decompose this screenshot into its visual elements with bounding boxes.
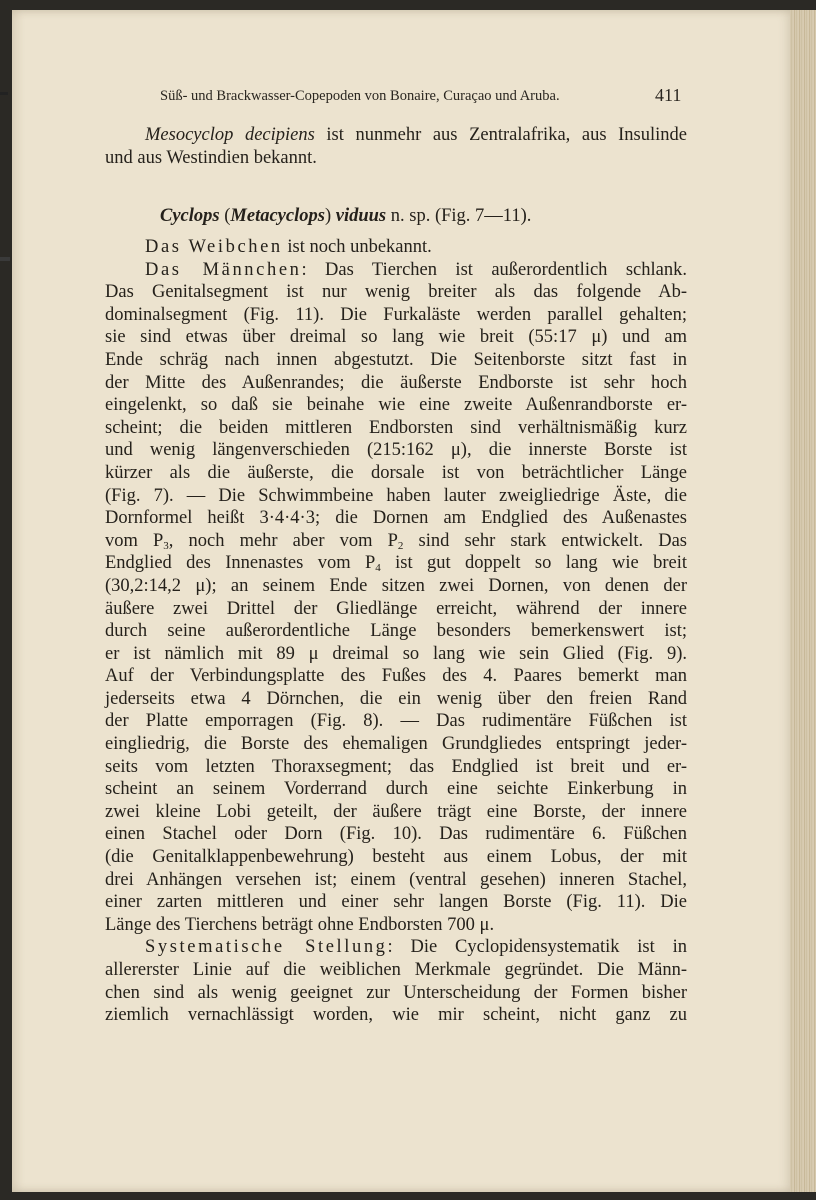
species-heading <box>160 206 531 227</box>
species-name: Mesocyclop decipiens <box>145 125 315 145</box>
text-line <box>105 530 687 553</box>
text-line: (30,2:14,2 μ); an seinem Ende sitzen zwei Dornen, von denen der <box>105 575 687 596</box>
text-line: scheint; die beiden mittleren Endborsten sind verhältnismäßig kurz <box>105 417 687 438</box>
margin-mark <box>0 257 10 261</box>
text-line: der Mitte des Außenrandes; die äußerste Endborste ist sehr hoch <box>105 372 687 393</box>
text-line <box>105 936 687 959</box>
intro-paragraph <box>105 124 687 169</box>
text-line: einen Stachel oder Dorn (Fig. 10). Das rudimentäre 6. Füßchen <box>105 824 687 845</box>
text-line: chen sind als wenig geeignet zur Unterscheidung der Formen bisher <box>105 982 687 1003</box>
text-line: Dornformel heißt 3·4·4·3; die Dornen am Endglied des Außenastes <box>105 508 687 529</box>
page-edges <box>790 10 816 1192</box>
spaced-label: Das Männchen <box>145 259 302 280</box>
text-span: ) <box>324 206 336 226</box>
description-body <box>105 236 687 1027</box>
text-line: (Fig. 7). — Die Schwimmbeine haben lauter zweigliedrige Äste, die <box>105 485 687 506</box>
text-line: sie sind etwas über dreimal so lang wie breit (55:17 μ) und am <box>105 327 687 348</box>
text-line: und wenig längenverschieden (215:162 μ), die innerste Borste ist <box>105 440 687 461</box>
spaced-label: Das Weibchen <box>145 237 283 257</box>
text-line: Das Genitalsegment ist nur wenig breiter als das folgende Ab- <box>105 282 687 303</box>
text-span: ist noch unbekannt. <box>282 237 432 257</box>
text-span: ( <box>219 206 231 226</box>
text-span: ist gut doppelt so lang wie breit <box>380 553 687 574</box>
text-line: (die Genitalklappenbewehrung) besteht aus einem Lobus, der mit <box>105 847 687 868</box>
text-line: der Platte emporragen (Fig. 8). — Das rudimentäre Füßchen ist <box>105 711 687 732</box>
text-span: : Das Tierchen ist außerordentlich schlank. <box>301 259 687 280</box>
text-line: allererster Linie auf die weiblichen Merkmale gegründet. Die Männ- <box>105 960 687 980</box>
text-line: kürzer als die äußerste, die dorsale ist von beträchtlicher Länge <box>105 462 687 483</box>
text-span: ist nunmehr aus Zentralafrika, aus Insulinde <box>314 125 687 145</box>
text-line <box>105 259 687 282</box>
subscript: 4 <box>375 562 381 575</box>
text-line: scheint an seinem Vorderrand durch eine seichte Einkerbung in <box>105 779 687 800</box>
text-line: jederseits etwa 4 Dörnchen, die ein wenig über den freien Rand <box>105 688 687 709</box>
text-line: Länge des Tierchens beträgt ohne Endborsten 700 μ. <box>105 914 495 935</box>
text-span: , noch mehr aber vom P <box>168 530 398 551</box>
text-line: drei Anhängen versehen ist; einem (ventral gesehen) inneren Stachel, <box>105 869 687 890</box>
text-line <box>105 124 687 147</box>
text-span: n. sp. (Fig. 7—11). <box>386 206 532 226</box>
text-line: ziemlich vernachlässigt worden, wie mir scheint, nicht ganz zu <box>105 1005 687 1026</box>
text-line: einer zarten mittleren und einer sehr langen Borste (Fig. 11). Die <box>105 892 687 913</box>
text-line: eingelenkt, so daß sie beinahe wie eine zweite Außenrandborste er- <box>105 395 687 416</box>
subscript: 2 <box>397 539 404 552</box>
text-line: eingliedrig, die Borste des ehemaligen Grundgliedes entspringt jeder- <box>105 734 687 755</box>
text-line: Ende schräg nach innen abgestutzt. Die Seitenborste sitzt fast in <box>105 349 687 370</box>
text-line <box>105 552 687 575</box>
female-paragraph <box>105 236 687 259</box>
subgenus-name: Metacyclops <box>230 206 325 226</box>
spaced-label: Systematische Stellung <box>145 937 388 958</box>
text-line: und aus Westindien bekannt. <box>105 147 317 168</box>
margin-mark <box>0 92 8 95</box>
species-epithet: viduus <box>335 206 387 226</box>
subscript: 3 <box>163 539 169 552</box>
running-head: Süß- und Brackwasser-Copepoden von Bonaire, Curaçao und Aruba. <box>160 88 560 104</box>
text-line: dominalsegment (Fig. 11). Die Furkaläste werden parallel gehalten; <box>105 304 687 325</box>
text-line: durch seine außerordentliche Länge besonders bemerkenswert ist; <box>105 621 687 642</box>
text-span: sind sehr stark entwickelt. Das <box>403 530 687 551</box>
page-number: 411 <box>655 85 682 105</box>
text-span: : Die Cyclopidensystematik ist in <box>387 937 687 958</box>
text-line: zwei kleine Lobi geteilt, der äußere trägt eine Borste, der innere <box>105 801 687 822</box>
text-line: äußere zwei Drittel der Gliedlänge erreicht, während der innere <box>105 598 687 619</box>
genus-name: Cyclops <box>160 206 220 226</box>
text-line: er ist nämlich mit 89 μ dreimal so lang wie sein Glied (Fig. 9). <box>105 643 687 664</box>
text-span: Endglied des Innenastes vom P <box>105 553 376 574</box>
text-line: Auf der Verbindungsplatte des Fußes des 4. Paares bemerkt man <box>105 666 687 687</box>
text-span: vom P <box>105 530 164 551</box>
text-line: seits vom letzten Thoraxsegment; das Endglied ist breit und er- <box>105 756 687 777</box>
